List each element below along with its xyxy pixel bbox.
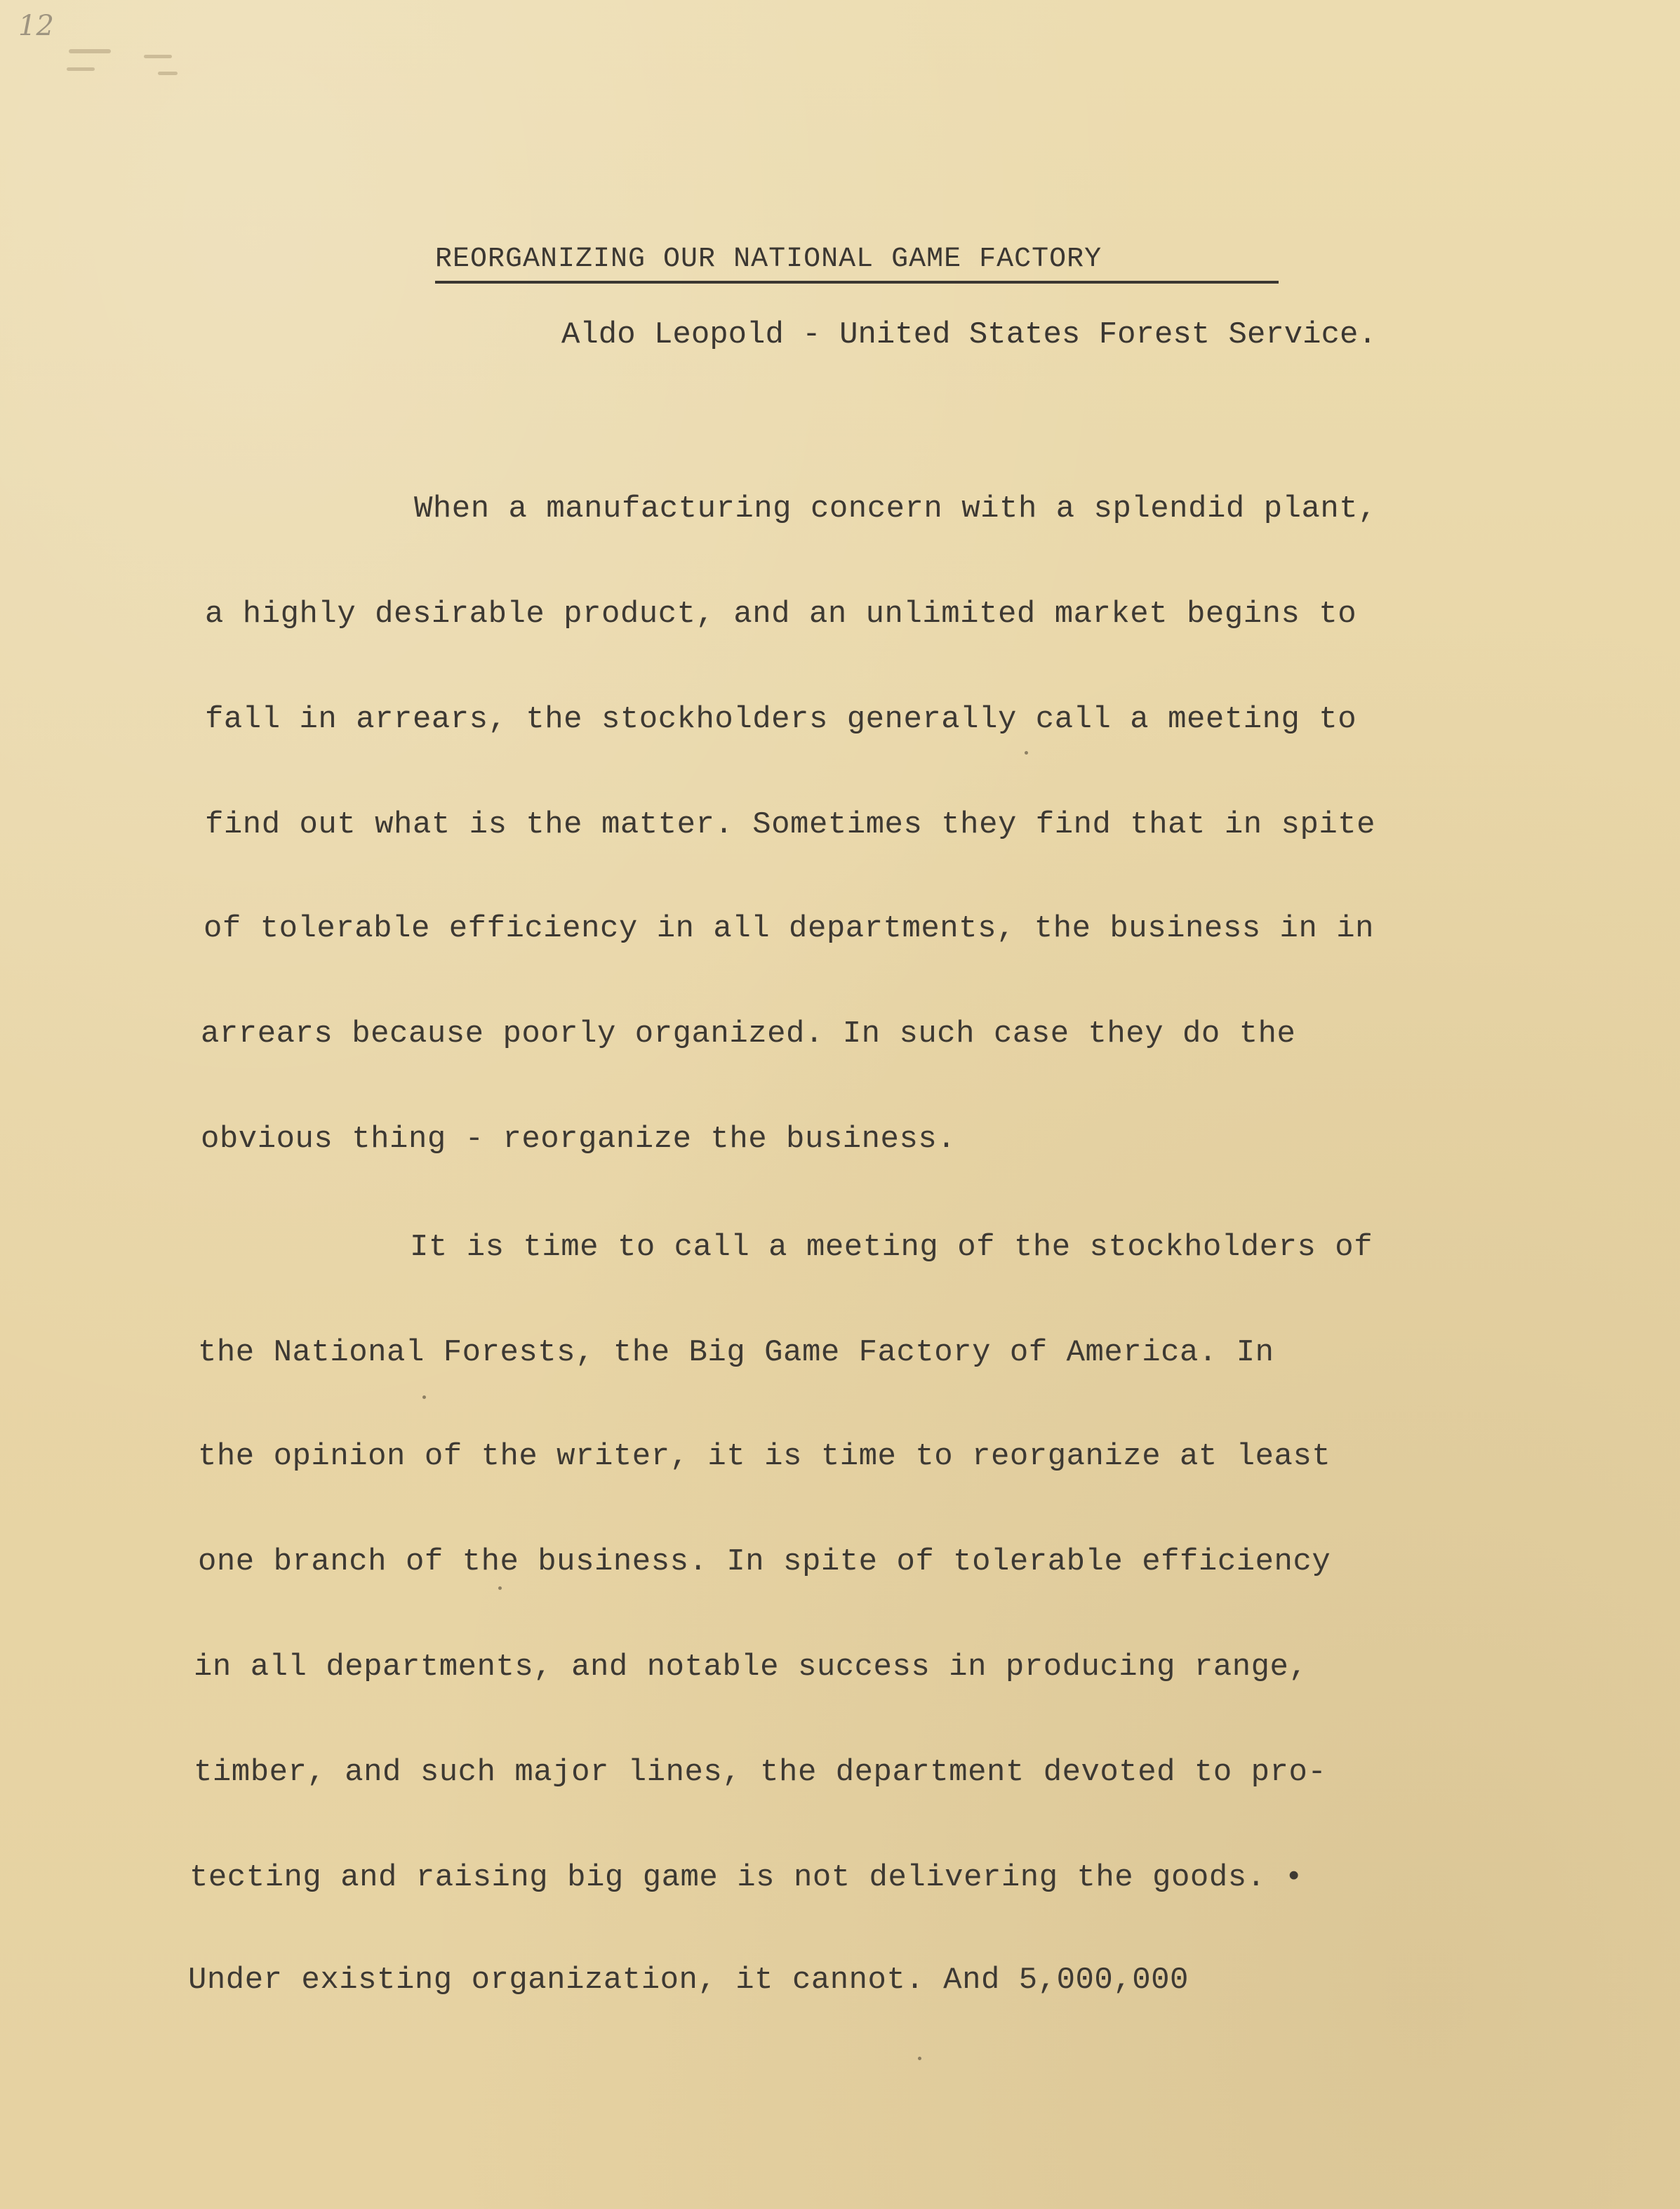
paper-speck: [422, 1395, 426, 1399]
body-line: of tolerable efficiency in all departments, the business in in: [204, 911, 1375, 946]
paper-speck: [918, 2057, 921, 2060]
ink-smudge: [69, 49, 111, 53]
author-byline: Aldo Leopold - United States Forest Service.: [561, 317, 1377, 352]
body-line: obvious thing - reorganize the business.: [201, 1122, 956, 1157]
ink-smudge: [67, 67, 95, 71]
body-line: Under existing organization, it cannot. And 5,000,000: [188, 1963, 1189, 1998]
body-line: arrears because poorly organized. In such case they do the: [201, 1016, 1296, 1052]
document-title: REORGANIZING OUR NATIONAL GAME FACTORY: [435, 244, 1102, 275]
body-line: in all departments, and notable success in producing range,: [194, 1650, 1308, 1685]
page-number: 12: [18, 10, 54, 42]
paper-speck: [498, 1586, 502, 1590]
ink-smudge: [144, 55, 172, 58]
body-line: find out what is the matter. Sometimes they find that in spite: [205, 807, 1376, 842]
body-line: one branch of the business. In spite of tolerable efficiency: [198, 1544, 1331, 1579]
body-line: the National Forests, the Big Game Factory of America. In: [198, 1335, 1274, 1370]
body-line: fall in arrears, the stockholders generally call a meeting to: [205, 702, 1357, 737]
body-line: a highly desirable product, and an unlimited market begins to: [205, 597, 1357, 632]
paper-speck: [1025, 751, 1028, 755]
ink-smudge: [158, 72, 178, 75]
body-line: When a manufacturing concern with a splendid plant,: [414, 491, 1378, 526]
title-underline: [435, 281, 1279, 284]
body-line: the opinion of the writer, it is time to reorganize at least: [198, 1439, 1331, 1474]
body-line: tecting and raising big game is not delivering the goods. •: [189, 1860, 1304, 1895]
body-line: timber, and such major lines, the department devoted to pro-: [194, 1755, 1327, 1790]
body-line: It is time to call a meeting of the stockholders of: [410, 1230, 1373, 1265]
